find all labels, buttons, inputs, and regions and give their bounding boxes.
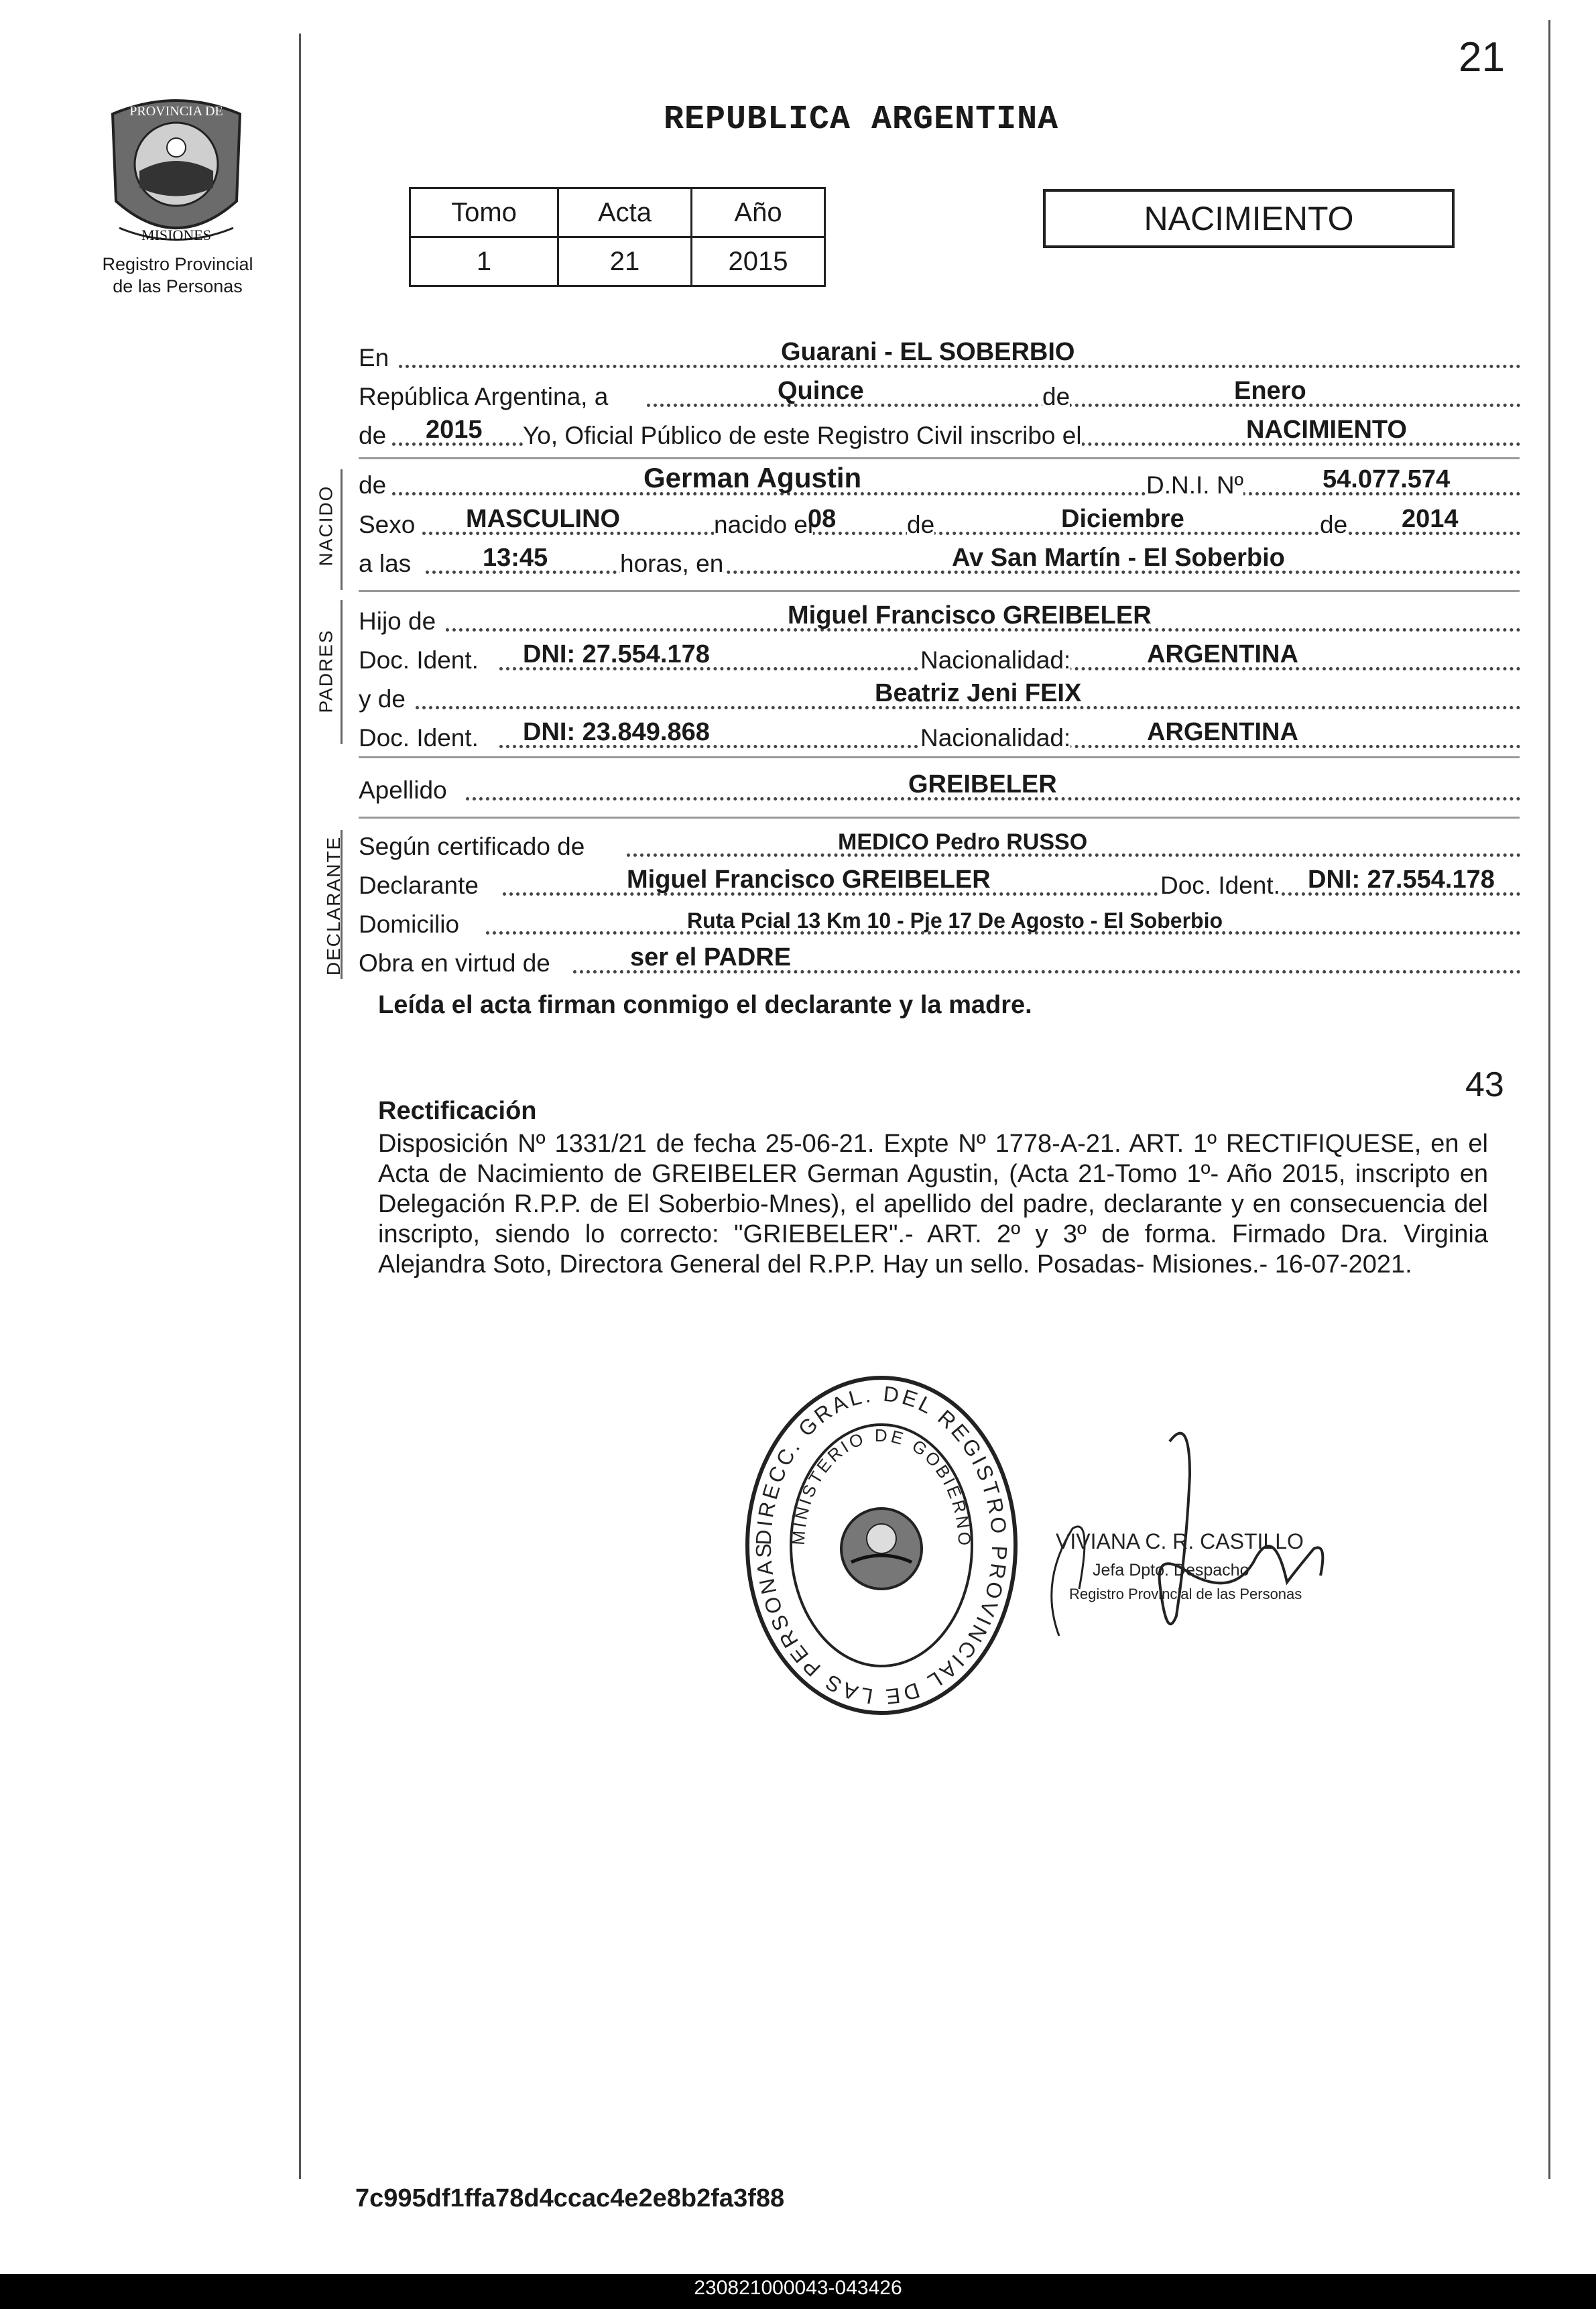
domicilio-value: Ruta Pcial 13 Km 10 - Pje 17 De Agosto - El Soberbio [687,908,1223,933]
signature-name: VIVIANA C. R. CASTILLO [1056,1529,1304,1553]
row-obra [359,945,1521,980]
declarante-doc-label: Doc. Ident. [1160,872,1280,899]
signature-office: Registro Provincial de las Personas [1069,1586,1302,1602]
value-acta: 21 [558,237,692,286]
lugar-nacimiento-value: Av San Martín - El Soberbio [952,544,1285,572]
row-fecha [359,379,1521,414]
rectificacion-body [378,1129,1488,1280]
mes-value: Enero [1234,377,1306,405]
nacido-el-label: nacido el [714,511,814,538]
row-padre [359,603,1521,638]
dni-label: D.N.I. Nº [1146,471,1244,499]
closing-statement: Leída el acta firman conmigo el declarante y la madre. [378,991,1032,1019]
separator [359,817,1520,819]
row-hora [359,546,1521,581]
record-table-values [410,237,825,286]
registry-caption [54,253,302,298]
madre-label: y de [359,685,406,713]
separator [359,756,1520,758]
padre-doc-label: Doc. Ident. [359,646,479,674]
nombre-label: de [359,471,387,499]
row-anio [359,418,1521,453]
nacimiento-dia-value: 08 [808,505,837,533]
signature-role: Jefa Dpto. Despacho [1093,1561,1249,1580]
registry-caption-line1: Registro Provincial [102,254,253,274]
value-anio: 2015 [692,237,825,286]
row-apellido [359,772,1521,807]
registry-logo [99,87,253,255]
padres-bar [341,600,343,744]
padre-label: Hijo de [359,607,436,635]
header-acta: Acta [558,188,692,237]
row-madre [359,681,1521,716]
stamp-outer-text: DIRECC. GRAL. DEL REGISTRO PROVINCIAL DE LAS PERSONAS [751,1381,1012,1710]
certificado-label: Según certificado de [359,833,585,860]
hora-label: a las [359,550,412,577]
row-nombre [359,462,1521,502]
padre-doc-value: DNI: 27.554.178 [523,640,710,668]
document-hash: 7c995df1ffa78d4ccac4e2e8b2fa3f88 [355,2184,785,2212]
value-tomo: 1 [410,237,558,286]
padre-nacionalidad-value: ARGENTINA [1147,640,1298,668]
lugar-registro-value: Guarani - EL SOBERBIO [781,338,1075,366]
row-padre-doc [359,642,1521,677]
dni-value: 54.077.574 [1323,465,1451,493]
nombre-value: German Agustin [643,462,862,493]
stamp-inner-text: MINISTERIO DE GOBIERNO [788,1425,975,1549]
nacimiento-mes-value: Diciembre [1061,505,1184,533]
horas-en-label: horas, en [620,550,724,577]
separator [359,590,1520,592]
row-sexo [359,507,1521,542]
left-border-line [299,34,301,2179]
record-table-header [410,188,825,237]
madre-doc-label: Doc. Ident. [359,724,479,752]
madre-doc-value: DNI: 23.849.868 [523,718,710,746]
record-table [409,187,826,287]
hora-value: 13:45 [483,544,548,572]
padres-section-label: PADRES [315,629,336,713]
row-lugar-registro [359,340,1521,375]
apellido-value: GREIBELER [908,770,1057,798]
de-label: de [1042,383,1070,410]
nacimiento-anio-value: 2014 [1402,505,1459,533]
page-number: 21 [1459,34,1505,80]
nacido-section-label: NACIDO [315,485,336,567]
padre-value: Miguel Francisco GREIBELER [788,601,1152,630]
nacimiento-de2-label: de [1320,511,1348,538]
nacido-bar [341,469,343,590]
obra-label: Obra en virtud de [359,949,550,977]
rectificacion-text: Disposición Nº 1331/21 de fecha 25-06-21. Expte Nº 1778-A-21. ART. 1º RECTIFIQUESE, en el Acta de Nacimiento de GREIBELER German Agustin, (Acta 21-Tomo 1º- Año 2015, inscripto en Delegación R.P.P. de El Soberbio-Mnes), el apellido del padre, declarante y en consecuencia del inscripto, siendo lo correcto: "GRIEBELER".- ART. 2º y 3º de forma. Firmado Dra. Virginia Alejandra Soto, Directora General del R.P.P. Hay un sello. Posadas- Misiones.- 16-07-2021. [378,1130,1488,1279]
madre-nacionalidad-value: ARGENTINA [1147,718,1298,746]
obra-value: ser el PADRE [630,943,792,971]
declarante-value: Miguel Francisco GREIBELER [627,866,991,894]
en-label: En [359,344,389,371]
registry-caption-line2: de las Personas [113,276,243,296]
logo-bottom-text: MISIONES [141,227,211,243]
dia-value: Quince [778,377,864,405]
row-madre-doc [359,720,1521,755]
separator [359,457,1520,459]
row-domicilio [359,906,1521,941]
republica-label: República Argentina, a [359,383,609,410]
row-certificado [359,829,1521,864]
right-border-line [1548,20,1550,2179]
official-stamp [741,1371,1022,1720]
rectificacion-title: Rectificación [378,1097,537,1125]
certificado-value: MEDICO Pedro RUSSO [838,829,1088,855]
apellido-label: Apellido [359,776,447,804]
margin-number: 43 [1465,1065,1504,1104]
padre-nacionalidad-label: Nacionalidad: [920,646,1071,674]
madre-value: Beatriz Jeni FEIX [875,679,1082,707]
inscripcion-value: NACIMIENTO [1246,416,1407,444]
declarante-label: Declarante [359,872,479,899]
inscribo-label: Yo, Oficial Público de este Registro Civil inscribo el [523,422,1082,449]
signature [1032,1415,1394,1663]
anio-value: 2015 [426,416,483,444]
header-tomo: Tomo [410,188,558,237]
sexo-value: MASCULINO [466,505,621,533]
madre-nacionalidad-label: Nacionalidad: [920,724,1071,752]
declarante-doc-value: DNI: 27.554.178 [1308,866,1495,894]
row-declarante [359,868,1521,902]
footer-code: 230821000043-043426 [694,2277,902,2299]
sexo-label: Sexo [359,511,416,538]
de2-label: de [359,422,387,449]
header-anio: Año [692,188,825,237]
logo-top-text: PROVINCIA DE [129,104,223,119]
document-title: REPUBLICA ARGENTINA [664,101,1059,139]
nacimiento-de-label: de [907,511,935,538]
declarante-section-label: DECLARANTE [323,835,345,976]
domicilio-label: Domicilio [359,910,460,938]
record-type-box: NACIMIENTO [1043,189,1455,248]
